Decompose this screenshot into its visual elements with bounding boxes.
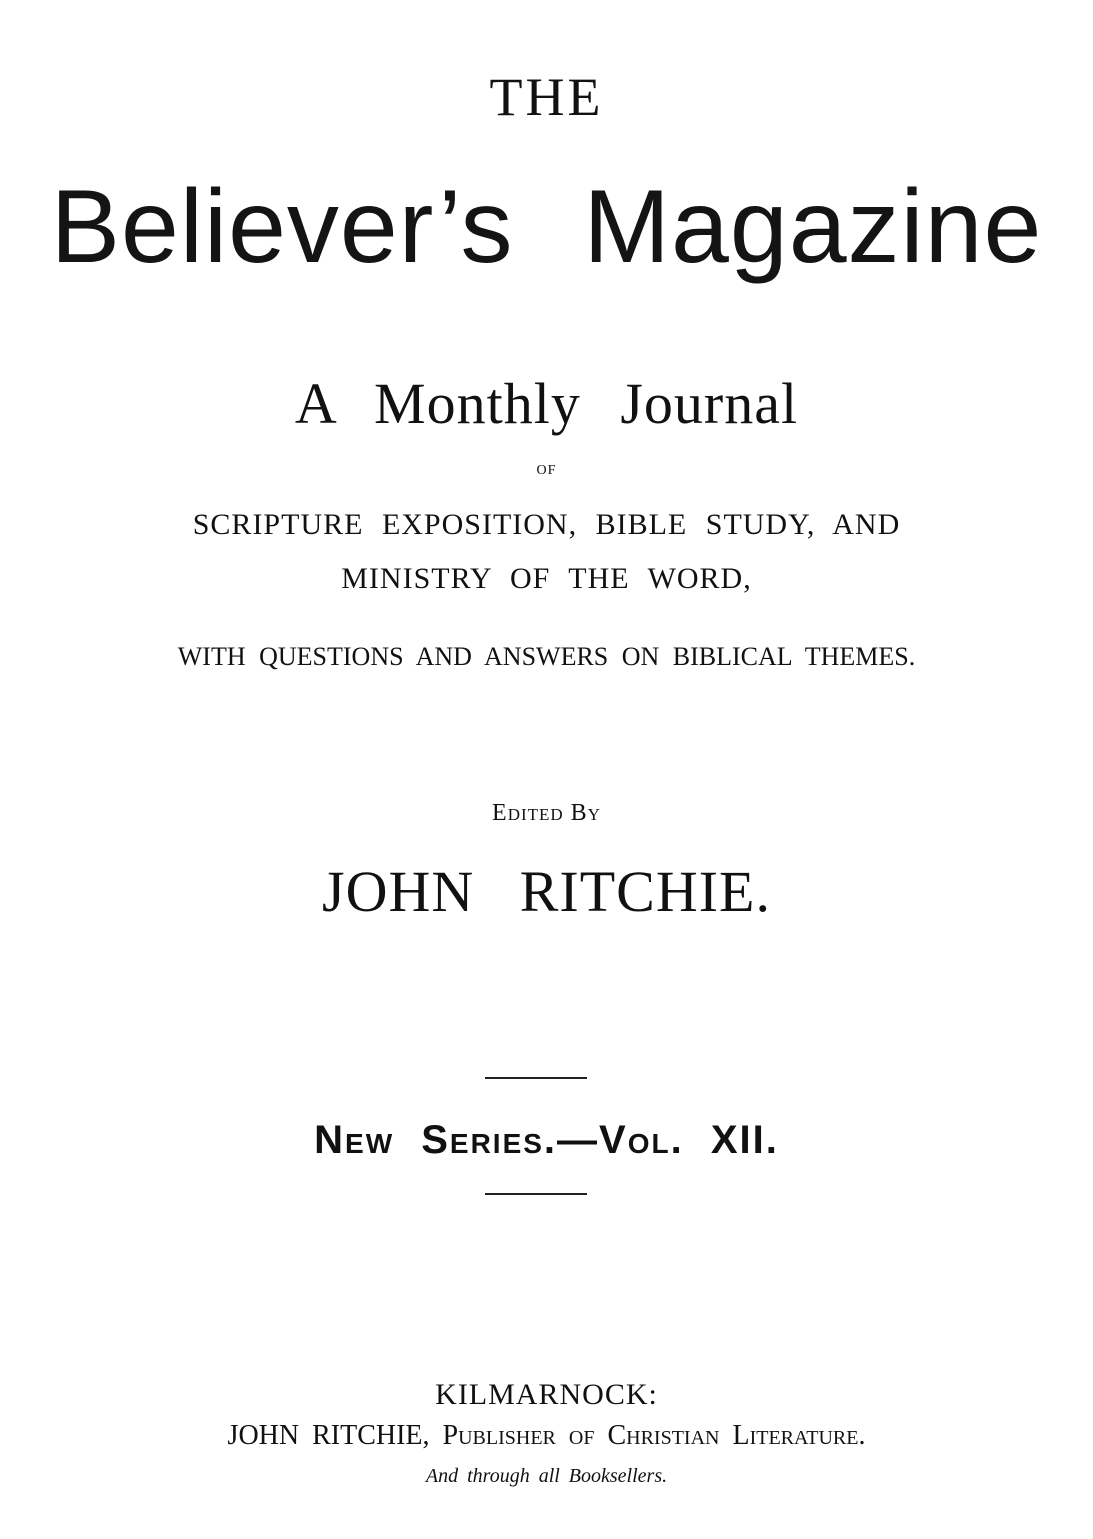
publisher-line: JOHN RITCHIE, Publisher of Christian Literature. <box>227 1420 866 1451</box>
booksellers-line: And through all Booksellers. <box>425 1465 668 1487</box>
editor-name: JOHN RITCHIE. <box>322 859 771 924</box>
divider-rule-top <box>485 1077 587 1079</box>
divider-rule-bottom <box>485 1193 587 1195</box>
of-connector: OF <box>536 463 557 478</box>
magazine-title: Believer’s Magazine <box>50 169 1043 285</box>
publication-place: KILMARNOCK: <box>435 1378 658 1411</box>
series-volume: New Series.—Vol. XII. <box>314 1118 779 1162</box>
description-line-1: SCRIPTURE EXPOSITION, BIBLE STUDY, AND <box>192 508 901 541</box>
subtitle: A Monthly Journal <box>294 371 799 436</box>
description-line-2: MINISTRY OF THE WORD, <box>341 562 752 595</box>
heading-the: THE <box>489 67 604 127</box>
edited-by-label: Edited By <box>492 800 601 826</box>
description-line-3: WITH QUESTIONS AND ANSWERS ON BIBLICAL THEMES. <box>177 642 916 671</box>
